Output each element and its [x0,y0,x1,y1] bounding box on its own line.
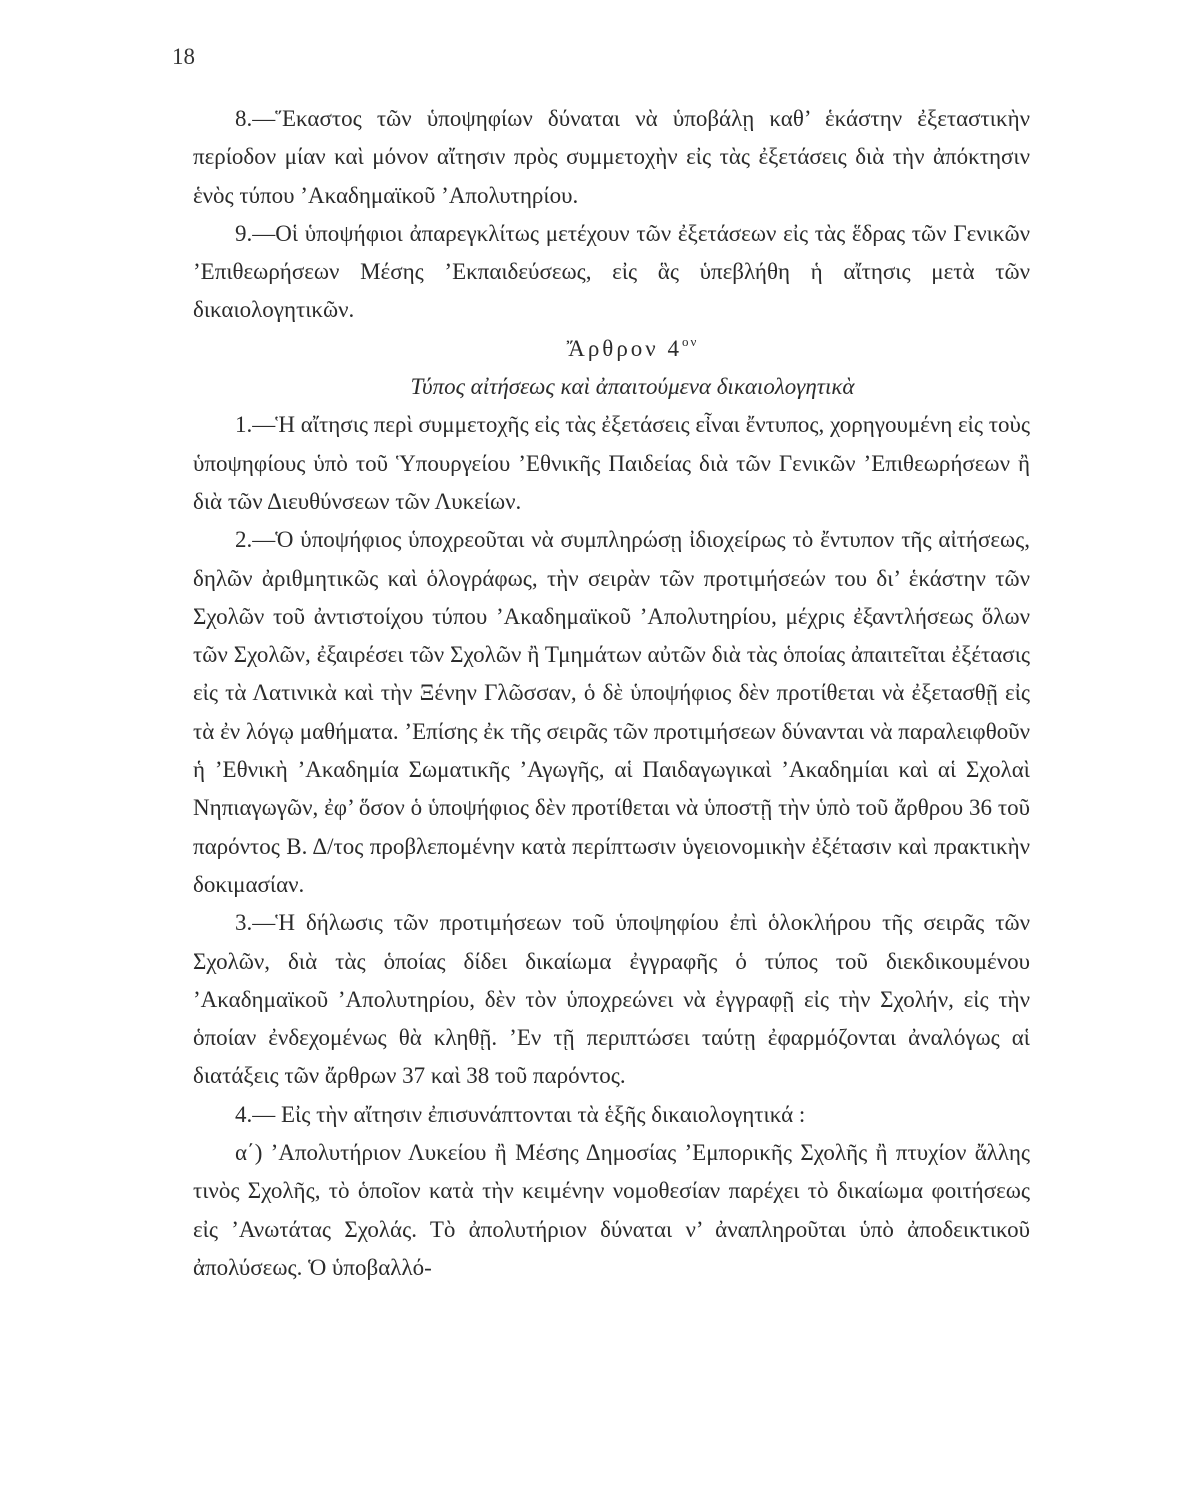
article-subtitle: Τύπος αἰτήσεως καὶ ἀπαιτούμενα δικαιολογητικὰ [410,374,855,400]
paragraph-2: 2.—Ὁ ὑποψήφιος ὑποχρεοῦται νὰ συμπληρώσῃ ἰδιοχείρως τὸ ἔντυπον τῆς αἰτήσεως, δηλῶν ἀριθμητικῶς καὶ ὁλογράφως, τὴν σειρὰν τῶν προτιμήσεών του δι’ ἑκάστην τῶν Σχολῶν τοῦ ἀντιστοίχου τύπου ’Ακαδημαϊκοῦ ’Απολυτηρίου, μέχρις ἐξαντλήσεως ὅλων τῶν Σχολῶν, ἐξαιρέσει τῶν Σχολῶν ἢ Τμημάτων αὐτῶν διὰ τὰς ὁποίας ἀπαιτεῖται ἐξέτασις εἰς τὰ Λατινικὰ καὶ τὴν Ξένην Γλῶσσαν, ὁ δὲ ὑποψήφιος δὲν προτίθεται νὰ ἐξετασθῇ εἰς τὰ ἐν λόγῳ μαθήματα. ’Επίσης ἐκ τῆς σειρᾶς τῶν προτιμήσεων δύνανται νὰ παραλειφθοῦν ἡ ’Εθνικὴ ’Ακαδημία Σωματικῆς ’Αγωγῆς, αἱ Παιδαγωγικαὶ ’Ακαδημίαι καὶ αἱ Σχολαὶ Νηπιαγωγῶν, ἐφ’ ὅσον ὁ ὑποψήφιος δὲν προτίθεται νὰ ὑποστῇ τὴν ὑπὸ τοῦ ἄρθρου 36 τοῦ παρόντος Β. Δ/τος προβλεπομένην κατὰ περίπτωσιν ὑγειονομικὴν ἐξέτασιν καὶ πρακτικὴν δοκιμασίαν. [193,527,1030,897]
article-heading-text: Ἄρθρον 4 [566,335,682,361]
article-heading-suffix: ον [681,333,699,349]
paragraph-1: 1.—Ἡ αἴτησις περὶ συμμετοχῆς εἰς τὰς ἐξετάσεις εἶναι ἔντυπος, χορηγουμένη εἰς τοὺς ὑποψηφίους ὑπὸ τοῦ Ὑπουργείου ’Εθνικῆς Παιδείας διὰ τῶν Γενικῶν ’Επιθεωρήσεων ἢ διὰ τῶν Διευθύνσεων τῶν Λυκείων. [193,412,1030,514]
paragraph-3: 3.—Ἡ δήλωσις τῶν προτιμήσεων τοῦ ὑποψηφίου ἐπὶ ὁλοκλήρου τῆς σειρᾶς τῶν Σχολῶν, διὰ τὰς ὁποίας δίδει δικαίωμα ἐγγραφῆς ὁ τύπος τοῦ διεκδικουμένου ’Ακαδημαϊκοῦ ’Απολυτηρίου, δὲν τὸν ὑποχρεώνει νὰ ἐγγραφῇ εἰς τὴν Σχολήν, εἰς τὴν ὁποίαν ἐνδεχομένως θὰ κληθῇ. ’Εν τῇ περιπτώσει ταύτῃ ἐφαρμόζονται ἀναλόγως αἱ διατάξεις τῶν ἄρθρων 37 καὶ 38 τοῦ παρόντος. [193,910,1030,1089]
page-number: 18 [172,44,195,69]
body-text [193,100,1030,1287]
paragraph-9: 9.—Οἱ ὑποψήφιοι ἀπαρεγκλίτως μετέχουν τῶν ἐξετάσεων εἰς τὰς ἕδρας τῶν Γενικῶν ’Επιθεωρήσεων Μέσης ’Εκπαιδεύσεως, εἰς ἃς ὑπεβλήθη ἡ αἴτησις μετὰ τῶν δικαιολογητικῶν. [193,220,1030,323]
paragraph-8: 8.—Ἕκαστος τῶν ὑποψηφίων δύναται νὰ ὑποβάλῃ καθ’ ἑκάστην ἐξεταστικὴν περίοδον μίαν καὶ μόνον αἴτησιν πρὸς συμμετοχὴν εἰς τὰς ἐξετάσεις διὰ τὴν ἀπόκτησιν ἑνὸς τύπου ’Ακαδημαϊκοῦ ’Απολυτηρίου. [193,106,1030,208]
article-heading [193,330,1030,368]
paragraph-4: 4.— Εἰς τὴν αἴτησιν ἐπισυνάπτονται τὰ ἑξῆς δικαιολογητικά : [235,1101,806,1127]
paragraph-4a: α΄) ’Απολυτήριον Λυκείου ἢ Μέσης Δημοσίας ’Εμπορικῆς Σχολῆς ἢ πτυχίον ἄλλης τινὸς Σχολῆς, τὸ ὁποῖον κατὰ τὴν κειμένην νομοθεσίαν παρέχει τὸ δικαίωμα φοιτήσεως εἰς ’Ανωτάτας Σχολάς. Τὸ ἀπολυτήριον δύναται ν’ ἀναπληροῦται ὑπὸ ἀποδεικτικοῦ ἀπολύσεως. Ὁ ὑποβαλλό- [193,1140,1030,1280]
